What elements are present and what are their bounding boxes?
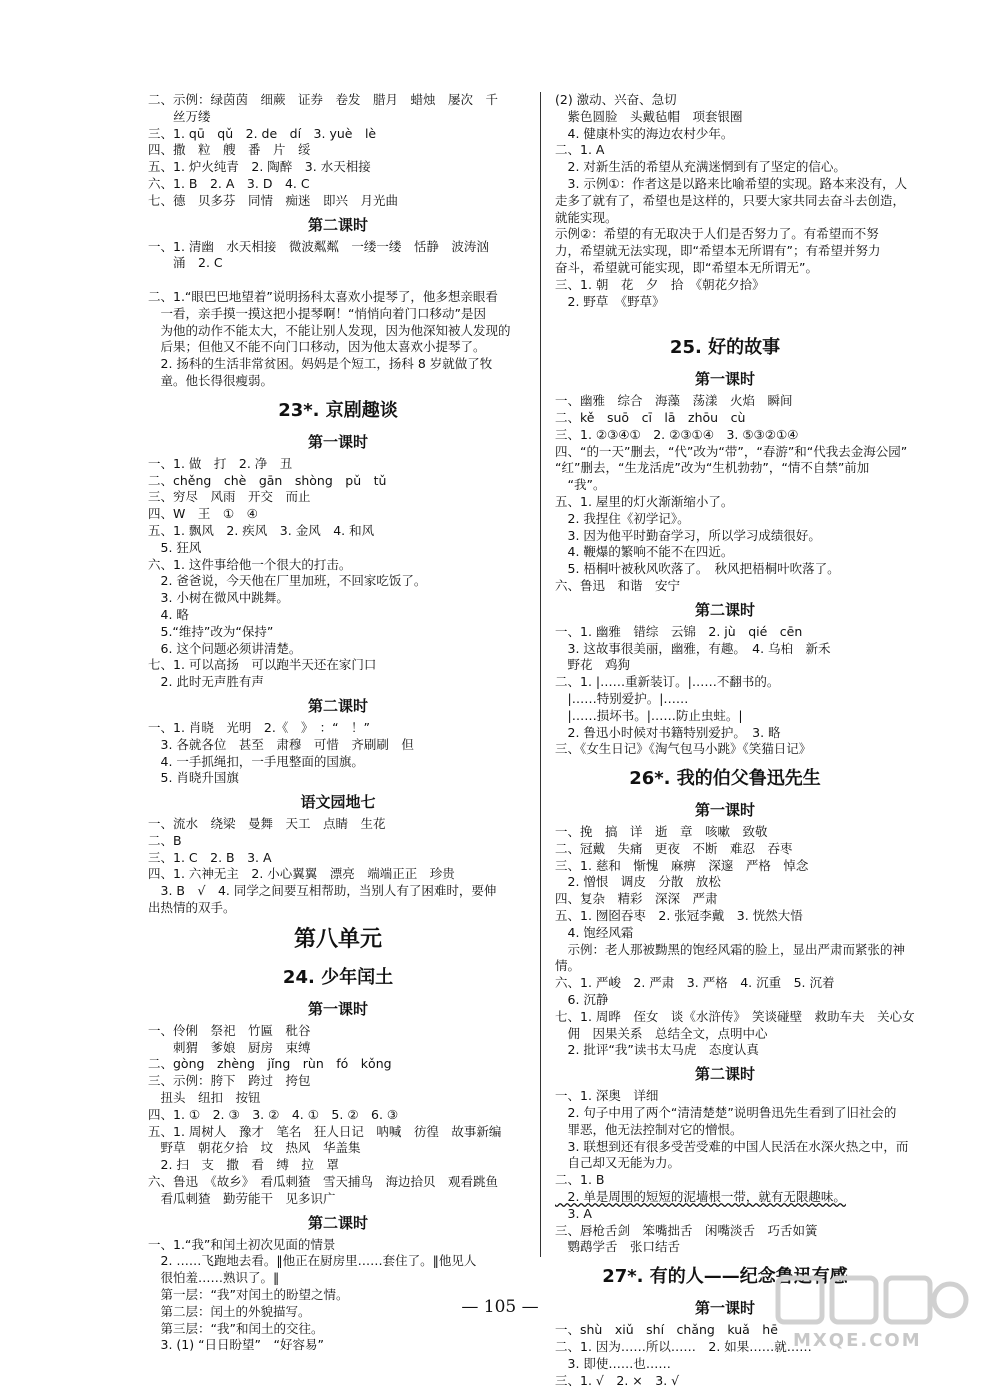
answer-line: 二、B (148, 832, 182, 848)
answer-line: 野草 朝花夕拾 坟 热风 华盖集 (148, 1140, 361, 1156)
answer-line: 野花 鸡狗 (555, 657, 631, 673)
answer-line (555, 310, 895, 327)
answer-line (148, 272, 528, 289)
answer-line: 4. 略 (148, 606, 189, 622)
answer-line: 六、1. 这件事给他一个很大的打击。 (148, 556, 352, 572)
page-number: — 105 — (461, 1297, 539, 1317)
answer-line: 3. A (555, 1205, 592, 1221)
answer-line: 4. 饱经风霜 (555, 924, 634, 940)
answer-line: 四、W 王 ① ④ (148, 506, 258, 522)
answer-line: 三、1. ②③④① 2. ②③①④ 3. ⑤③②①④ (555, 426, 799, 442)
answer-line: |……特别爱护。|…… (555, 690, 689, 706)
answer-line: 五、1. 囫囵吞枣 2. 张冠李戴 3. 恍然大悟 (555, 908, 803, 924)
answer-line: 2. 句子中用了两个“清清楚楚”说明鲁迅先生看到了旧社会的 (555, 1105, 897, 1121)
answer-line: 3. 示例①：作者这是以路来比喻希望的实现。路本来没有，人 (555, 175, 908, 191)
answer-line: 七、1. 周晔 侄女 谈《水浒传》 笑谈碰壁 救助车夫 关心女 (555, 1008, 915, 1024)
answer-line: 自己却又无能为力。 (555, 1155, 681, 1171)
lesson-title: 24. 少年闰土 (282, 966, 394, 988)
answer-line: 5. 肖晓升国旗 (148, 770, 239, 786)
answer-line (555, 1189, 895, 1206)
answer-line: 一、伶俐 祭祀 竹匾 秕谷 (148, 1022, 311, 1038)
answer-line: 涌 2. C (148, 255, 223, 271)
answer-line: 5.“维持”改为“保持” (148, 623, 274, 639)
answer-line: 紫色圆脸 头戴毡帽 项套银圈 (555, 108, 743, 124)
answer-line: 五、1. 飘风 2. 疾风 3. 金风 4. 和风 (148, 522, 375, 538)
answer-line: 四、复杂 精彩 深深 严肃 (555, 891, 718, 907)
section-title: 第二课时 (307, 215, 368, 234)
answer-line: 走多了就有了，希望也是这样的，只要大家共同去奋斗去创造， (555, 192, 906, 208)
answer-line: 丝万缕 (148, 108, 211, 124)
answer-line: 2. ……飞跑地去看。‖他正在厨房里……套住了。‖他见人 (148, 1253, 477, 1269)
answer-line: 2. 对新生活的希望从充满迷惘到有了坚定的信心。 (555, 159, 846, 175)
right-column (555, 92, 915, 1389)
answer-line: 三、《女生日记》《淘气包马小跳》《笑猫日记》 (555, 741, 812, 757)
answer-line: 鹦鹉学舌 张口结舌 (555, 1239, 681, 1255)
answer-line: 三、1. C 2. B 3. A (148, 849, 272, 865)
answer-line: 一、1. 做 打 2. 净 丑 (148, 455, 293, 471)
answer-line: 三、唇枪舌剑 笨嘴拙舌 闲嘴淡舌 巧舌如簧 (555, 1222, 818, 1238)
answer-line: 3. 联想到还有很多受苦受难的中国人民活在水深火热之中，而 (555, 1138, 909, 1154)
lesson-title: 27*. 有的人——纪念鲁迅有感 (602, 1266, 848, 1288)
answer-line: 五、1. 周树人 豫才 笔名 狂人日记 呐喊 彷徨 故事新编 (148, 1123, 502, 1139)
answer-line: 二、示例：绿茵茵 细蕨 证券 卷发 腊月 蜡烛 屡次 千 (148, 92, 499, 107)
answer-line: 童。他长得很瘦弱。 (148, 372, 274, 388)
answer-line: 2. 扬科的生活非常贫困。妈妈是个短工，扬科 8 岁就做了牧 (148, 356, 493, 372)
answer-line: 二、1. 因为……所以…… 2. 如果……就…… (555, 1339, 812, 1355)
answer-line: 七、德 贝多芬 同情 痴迷 即兴 月光曲 (148, 192, 399, 208)
answer-line: 二、冠戴 失痛 更夜 不断 难忍 吞枣 (555, 840, 793, 856)
answer-line: 后果；但他又不能不向门口移动，因为他太喜欢小提琴了。 (148, 339, 486, 355)
section-title: 第二课时 (307, 1213, 368, 1232)
lesson-title: 23*. 京剧趣谈 (278, 399, 398, 421)
answer-line: 4. 健康朴实的海边农村少年。 (555, 125, 734, 141)
answer-line: 六、鲁迅 和谐 安宁 (555, 577, 681, 593)
answer-line: “红”删去，“生龙活虎”改为“生机勃勃”，“情不自禁”前加 (555, 460, 870, 476)
answer-line: 三、1. qū qǔ 2. de dí 3. yuè lè (148, 125, 377, 141)
answer-line: 二、1. |……重新装订。|……不翻书的。 (555, 674, 780, 690)
answer-line: 5. 狂风 (148, 539, 202, 555)
left-column (148, 92, 528, 1354)
answer-line: 奋斗，希望就可能实现，即“希望本无所谓无”。 (555, 259, 818, 275)
answer-line: 2. 鲁迅小时候对书籍特别爱护。 3. 略 (555, 724, 781, 740)
column-divider (540, 92, 541, 1257)
answer-line: 第三层：“我”和闰土的交往。 (148, 1320, 324, 1336)
section-title: 第一课时 (694, 801, 755, 820)
section-title: 第二课时 (307, 696, 368, 715)
answer-line: 扭头 纽扣 按钮 (148, 1090, 261, 1106)
answer-line: 二、1. A (555, 142, 605, 158)
answer-line: 四、撒 粒 艘 番 片 绥 (148, 142, 311, 158)
answer-line: 情。 (555, 958, 581, 974)
answer-line: 一、1. 肖晓 光明 2.《 》 ：“ ！” (148, 719, 371, 735)
answer-line: 很怕羞……熟识了。‖ (148, 1270, 280, 1286)
section-title: 语文园地七 (300, 793, 376, 812)
answer-line: 一、幽雅 综合 海藻 荡漾 火焰 瞬间 (555, 393, 793, 409)
watermark-text: MXQE.COM (793, 1330, 922, 1351)
answer-line: (2) 激动、兴奋、急切 (555, 92, 677, 107)
answer-line: 二、kě suō cī lā zhōu cù (555, 409, 746, 425)
answer-line: 看瓜刺猹 勤劳能干 见多识广 (148, 1190, 336, 1206)
section-title: 第二课时 (694, 1065, 755, 1084)
answer-line: 6. 沉静 (555, 992, 609, 1008)
lesson-title: 25. 好的故事 (669, 337, 781, 359)
section-title: 第一课时 (307, 432, 368, 451)
answer-line: 二、chěng chè gān shòng pǔ tǔ (148, 472, 387, 488)
answer-line: 2. 扫 支 撒 看 缚 拉 罩 (148, 1157, 339, 1173)
answer-line: 3. 即使……也…… (555, 1355, 671, 1371)
answer-line: 一、1. 清幽 水天相接 微波粼粼 一缕一缕 恬静 波涛汹 (148, 238, 489, 254)
answer-line: 第二层：闰土的外貌描写。 (148, 1303, 311, 1319)
answer-line: 三、1. √ 2. × 3. √ (555, 1372, 680, 1388)
answer-line: 为他的动作不能太大，不能让别人发现，因为他深知被人发现的 (148, 322, 511, 338)
answer-line: 出热情的双手。 (148, 900, 236, 916)
answer-line: 5. 梧桐叶被秋风吹落了。 秋风把梧桐叶吹落了。 (555, 561, 840, 577)
answer-line: 4. 一手抓绳扣，一手甩整面的国旗。 (148, 753, 364, 769)
answer-line: 七、1. 可以高扬 可以跑半天还在家门口 (148, 657, 377, 673)
answer-line: 一、挽 搞 详 逝 章 咳嗽 致敬 (555, 824, 768, 840)
answer-line: 一、1.“我”和闰土初次见面的情景 (148, 1236, 336, 1252)
answer-line: 三、1. 慈和 惭愧 麻痹 深邃 严格 悼念 (555, 857, 809, 873)
answer-line: 示例：老人那被黝黑的饱经风霜的脸上，显出严肃而紧张的神 (555, 941, 906, 957)
answer-line: 一、1. 深奥 详细 (555, 1088, 659, 1104)
answer-line: 3. (1) “日日盼望” “好容易” (148, 1337, 324, 1353)
answer-line: 2. 我捏住《初学记》。 (555, 510, 690, 526)
section-title: 第一课时 (694, 370, 755, 389)
answer-line: 4. 鞭爆的繁响不能不在四近。 (555, 544, 734, 560)
answer-line: “我”。 (555, 477, 606, 493)
answer-line: 六、1. B 2. A 3. D 4. C (148, 175, 310, 191)
answer-line: 6. 这个问题必须讲清楚。 (148, 640, 302, 656)
answer-line: 三、示例：胯下 跨过 挎包 (148, 1073, 311, 1089)
answer-line: 示例②：希望的有无取决于人们是否努力了。有希望而不努 (555, 226, 879, 242)
answer-line: 就能实现。 (555, 209, 618, 225)
answer-line: 一、1. 幽雅 错综 云锦 2. jù qié cēn (555, 623, 803, 639)
underlined-sentence: 2. 单是周围的短短的泥墙根一带，就有无限趣味。 (555, 1189, 846, 1205)
answer-line: 刺猬 爹娘 厨房 束缚 (148, 1039, 311, 1055)
answer-line: 2. 野草 《野草》 (555, 293, 665, 309)
answer-line: 一、shù xiǔ shí chǎng kuǎ hē (555, 1322, 778, 1338)
section-title: 第一课时 (694, 1299, 755, 1318)
answer-line: 佣 因果关系 总结全文，点明中心 (555, 1025, 768, 1041)
answer-line: 四、1. ① 2. ③ 3. ② 4. ① 5. ② 6. ③ (148, 1106, 399, 1122)
answer-line: 罪恶，他无法控制对它的憎恨。 (555, 1121, 743, 1137)
answer-line: 三、穷尽 风雨 开交 而止 (148, 489, 311, 505)
answer-line: 五、1. 屋里的灯火渐渐缩小了。 (555, 493, 734, 509)
answer-line: 五、1. 炉火纯青 2. 陶醉 3. 水天相接 (148, 159, 371, 175)
answer-line: 四、“的一天”删去，“代”改为“带”，“春游”和“代我去金海公园” (555, 443, 908, 459)
answer-line: 3. 各就各位 甚至 肃穆 可惜 齐刷刷 但 (148, 736, 414, 752)
answer-line: 二、1.“眼巴巴地望着”说明扬科太喜欢小提琴了，他多想亲眼看 (148, 288, 498, 304)
answer-line: 2. 批评“我”读书太马虎 态度认真 (555, 1042, 759, 1058)
answer-line: 三、1. 朝 花 夕 拾 《朝花夕拾》 (555, 276, 765, 292)
answer-line: 二、1. B (555, 1172, 605, 1188)
section-title: 第一课时 (307, 999, 368, 1018)
unit-title: 第八单元 (293, 926, 382, 952)
answer-line: 六、1. 严峻 2. 严肃 3. 严格 4. 沉重 5. 沉着 (555, 975, 835, 991)
answer-line: 2. 此时无声胜有声 (148, 674, 264, 690)
answer-line: 六、鲁迅 《故乡》 看瓜刺猹 雪天捕鸟 海边拾贝 观看跳鱼 (148, 1174, 499, 1190)
answer-line: 2. 憎恨 调皮 分散 放松 (555, 874, 721, 890)
answer-line: 第一层：“我”对闰土的盼望之情。 (148, 1287, 349, 1303)
answer-line: 四、1. 六神无主 2. 小心翼翼 漂亮 端端正正 珍贵 (148, 866, 455, 882)
answer-line: |……损坏书。|……防止虫蛀。| (555, 707, 743, 723)
answer-line: 2. 爸爸说，今天他在厂里加班，不回家吃饭了。 (148, 573, 427, 589)
answer-line: 3. B √ 4. 同学之间要互相帮助，当别人有了困难时，要伸 (148, 883, 497, 899)
lesson-title: 26*. 我的伯父鲁迅先生 (629, 768, 821, 790)
answer-line: 力，希望就无法实现，即“希望本无所谓有”；有希望并努力 (555, 243, 881, 259)
answer-line: 一、流水 绕梁 曼舞 天工 点睛 生花 (148, 816, 386, 832)
answer-line: 一看，亲手摸一摸这把小提琴啊！“悄悄向着门口移动”是因 (148, 305, 486, 321)
answer-line: 3. 小树在微风中跳舞。 (148, 590, 289, 606)
answer-line: 二、gòng zhèng jǐng rùn fó kǒng (148, 1056, 392, 1072)
section-title: 第二课时 (694, 600, 755, 619)
answer-line: 3. 因为他平时勤奋学习，所以学习成绩很好。 (555, 527, 821, 543)
answer-line: 3. 这故事很美丽，幽雅，有趣。 4. 乌桕 新禾 (555, 640, 831, 656)
